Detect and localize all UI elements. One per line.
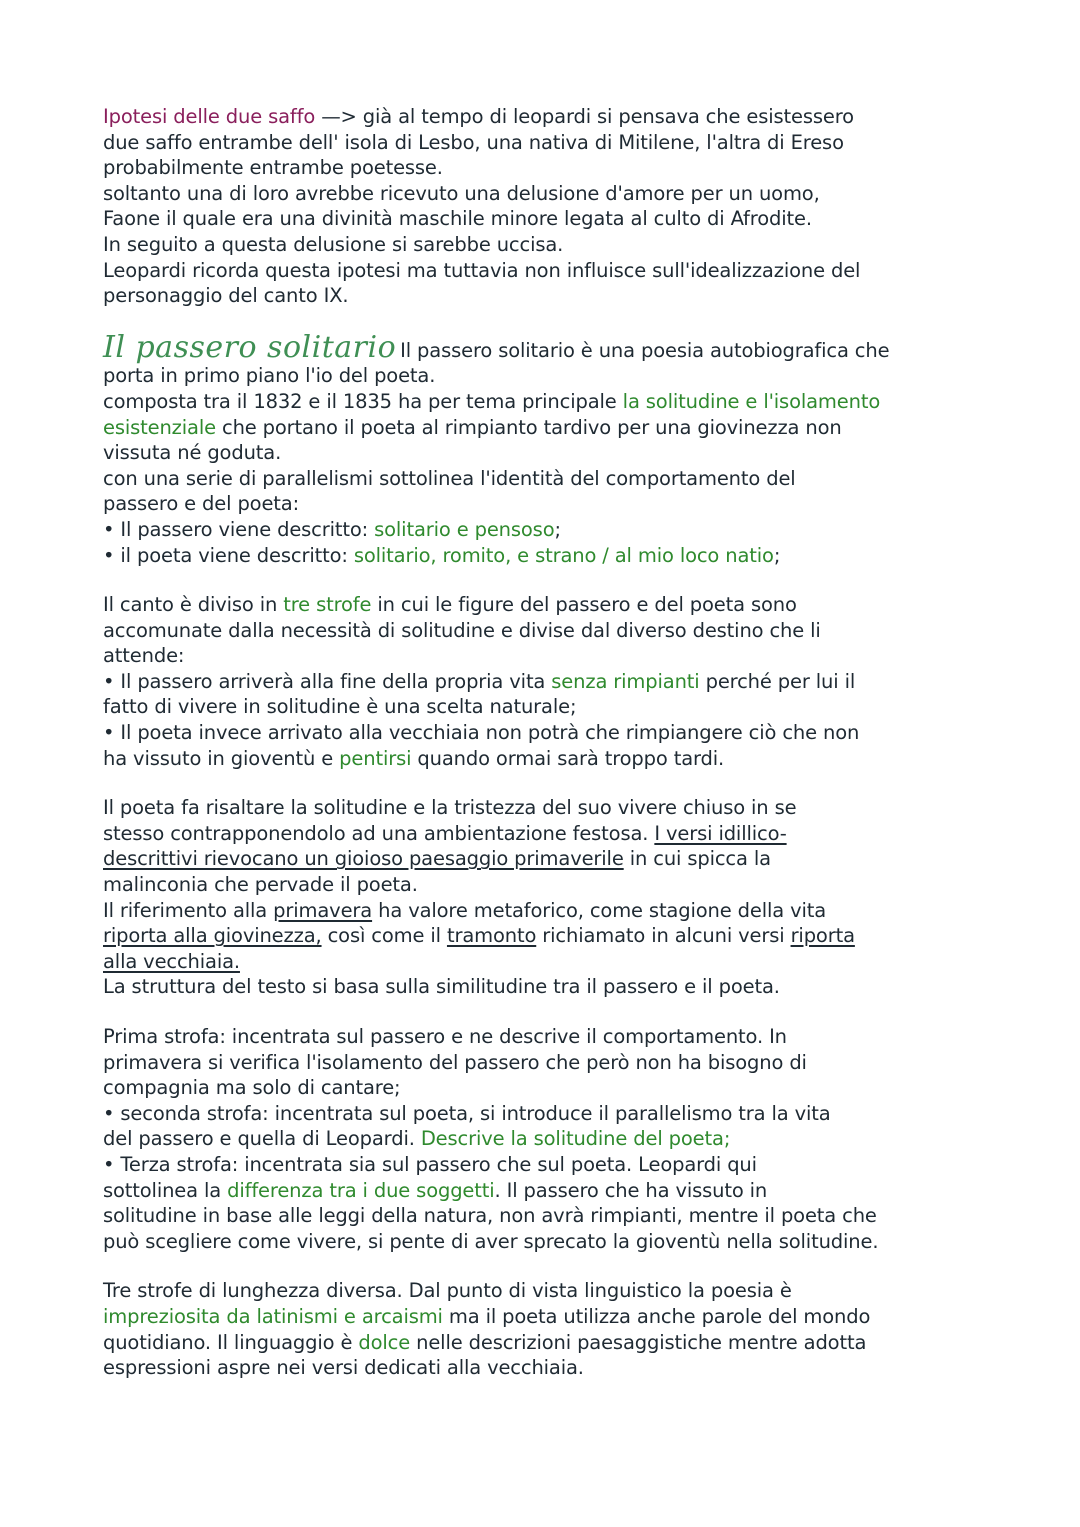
text-line: Faone il quale era una divinità maschile minore legata al culto di Afrodite. (103, 207, 812, 231)
text-line: primavera si verifica l'isolamento del passero che però non ha bisogno di (103, 1050, 807, 1074)
underlined-text: riporta alla giovinezza, (103, 924, 322, 948)
text-line: accomunate dalla necessità di solitudine e divise dal diverso destino che li (103, 618, 821, 642)
highlight-green: pentirsi (339, 746, 412, 770)
bullet-item: • il poeta viene descritto: solitario, romito, e strano / al mio loco natio; (103, 543, 980, 569)
underlined-text: riporta (790, 924, 855, 948)
section-solitudine (103, 795, 980, 1000)
section-title: Il passero solitario (103, 329, 397, 365)
highlight-green: differenza tra i due soggetti (227, 1178, 495, 1202)
text-line: ha vissuto in gioventù e pentirsi quando ormai sarà troppo tardi. (103, 746, 725, 770)
text-line: La struttura del testo si basa sulla similitudine tra il passero e il poeta. (103, 975, 780, 999)
text-line: riporta alla giovinezza, così come il tramonto richiamato in alcuni versi riporta (103, 924, 855, 948)
text-line: Il poeta fa risaltare la solitudine e la tristezza del suo vivere chiuso in se (103, 796, 797, 820)
underlined-text: tramonto (446, 924, 537, 948)
text-line: Prima strofa: incentrata sul passero e ne descrive il comportamento. In (103, 1025, 787, 1048)
underlined-text: alla vecchiaia. (103, 949, 240, 973)
text-line: attende: (103, 644, 185, 668)
text-line: fatto di vivere in solitudine è una scelta naturale; (103, 695, 577, 719)
text-line: composta tra il 1832 e il 1835 ha per tema principale la solitudine e l'isolamento (103, 389, 881, 413)
highlight-green: impreziosita da latinismi e arcaismi (103, 1304, 443, 1328)
text-line: descrittivi rievocano un gioioso paesaggio primaverile in cui spicca la (103, 847, 771, 871)
text-line: In seguito a questa delusione si sarebbe uccisa. (103, 232, 564, 256)
text-line: del passero e quella di Leopardi. Descrive la solitudine del poeta; (103, 1127, 731, 1151)
highlight-green: dolce (358, 1330, 411, 1354)
text-line (103, 949, 980, 975)
text-line: quotidiano. Il linguaggio è dolce nelle descrizioni paesaggistiche mentre adotta (103, 1330, 867, 1354)
text-line: compagnia ma solo di cantare; (103, 1076, 401, 1100)
text-line: due saffo entrambe dell' isola di Lesbo, una nativa di Mitilene, l'altra di Ereso (103, 130, 844, 154)
text-line: sottolinea la differenza tra i due soggetti. Il passero che ha vissuto in (103, 1178, 768, 1202)
text-line: Leopardi ricorda questa ipotesi ma tuttavia non influisce sull'idealizzazione del (103, 258, 861, 282)
underlined-text: I versi idillico- (654, 821, 787, 845)
text-line: solitudine in base alle leggi della natura, non avrà rimpianti, mentre il poeta che (103, 1204, 877, 1228)
bullet-item: • Terza strofa: incentrata sia sul passero che sul poeta. Leopardi qui (103, 1152, 980, 1178)
highlight-green: senza rimpianti (551, 669, 700, 693)
highlight-green: Descrive la solitudine del poeta; (420, 1127, 731, 1151)
section-passero (103, 329, 980, 568)
bullet-item: • Il passero viene descritto: solitario e pensoso; (103, 517, 980, 543)
bullet-item: • seconda strofa: incentrata sul poeta, si introduce il parallelismo tra la vita (103, 1101, 980, 1127)
highlight-green: esistenziale (103, 415, 216, 439)
text-line: Tre strofe di lunghezza diversa. Dal punto di vista linguistico la poesia è (103, 1279, 792, 1303)
highlight-green: tre strofe (283, 593, 372, 617)
text-line: malinconia che pervade il poeta. (103, 873, 418, 897)
highlight-green: solitario e pensoso (374, 517, 555, 541)
text-line: Il passero solitario Il passero solitario è una poesia autobiografica che (103, 329, 890, 365)
arrow-icon: —> (315, 105, 363, 128)
text-line: probabilmente entrambe poetesse. (103, 156, 443, 180)
bullet-item: • Il passero arriverà alla fine della propria vita senza rimpianti perché per lui il (103, 669, 980, 695)
bullet-item: • Il poeta invece arrivato alla vecchiaia non potrà che rimpiangere ciò che non (103, 720, 980, 746)
text-line: esistenziale che portano il poeta al rimpianto tardivo per una giovinezza non (103, 415, 842, 439)
text-line: Il canto è diviso in tre strofe in cui le figure del passero e del poeta sono (103, 593, 797, 617)
text-line: Ipotesi delle due saffo —> già al tempo di leopardi si pensava che esistessero (103, 105, 854, 128)
text-line: stesso contrapponendolo ad una ambientazione festosa. I versi idillico- (103, 821, 787, 845)
text-line: può scegliere come vivere, si pente di aver sprecato la gioventù nella solitudine. (103, 1229, 879, 1253)
section-saffo (103, 104, 980, 309)
underlined-text: primavera (273, 898, 373, 922)
text-line: con una serie di parallelismi sottolinea l'identità del comportamento del (103, 466, 796, 490)
underlined-text: descrittivi rievocano un gioioso paesaggio primaverile (103, 847, 624, 871)
text-line: passero e del poeta: (103, 492, 300, 516)
text-line: porta in primo piano l'io del poeta. (103, 364, 436, 388)
text-line: soltanto una di loro avrebbe ricevuto una delusione d'amore per un uomo, (103, 181, 820, 205)
highlight-green: solitario, romito, e strano / al mio loco natio (353, 543, 774, 567)
text-line: Il riferimento alla primavera ha valore metaforico, come stagione della vita (103, 898, 827, 922)
section-linguaggio (103, 1278, 980, 1380)
text-line: vissuta né goduta. (103, 441, 282, 465)
highlight-green: la solitudine e l'isolamento (622, 389, 881, 413)
text-line: personaggio del canto IX. (103, 284, 349, 308)
section-struttura (103, 1024, 980, 1254)
highlight-heading: Ipotesi delle due saffo (103, 105, 316, 128)
text-line: impreziosita da latinismi e arcaismi ma il poeta utilizza anche parole del mondo (103, 1304, 871, 1328)
section-strofe (103, 592, 980, 771)
text-line: espressioni aspre nei versi dedicati alla vecchiaia. (103, 1356, 584, 1380)
